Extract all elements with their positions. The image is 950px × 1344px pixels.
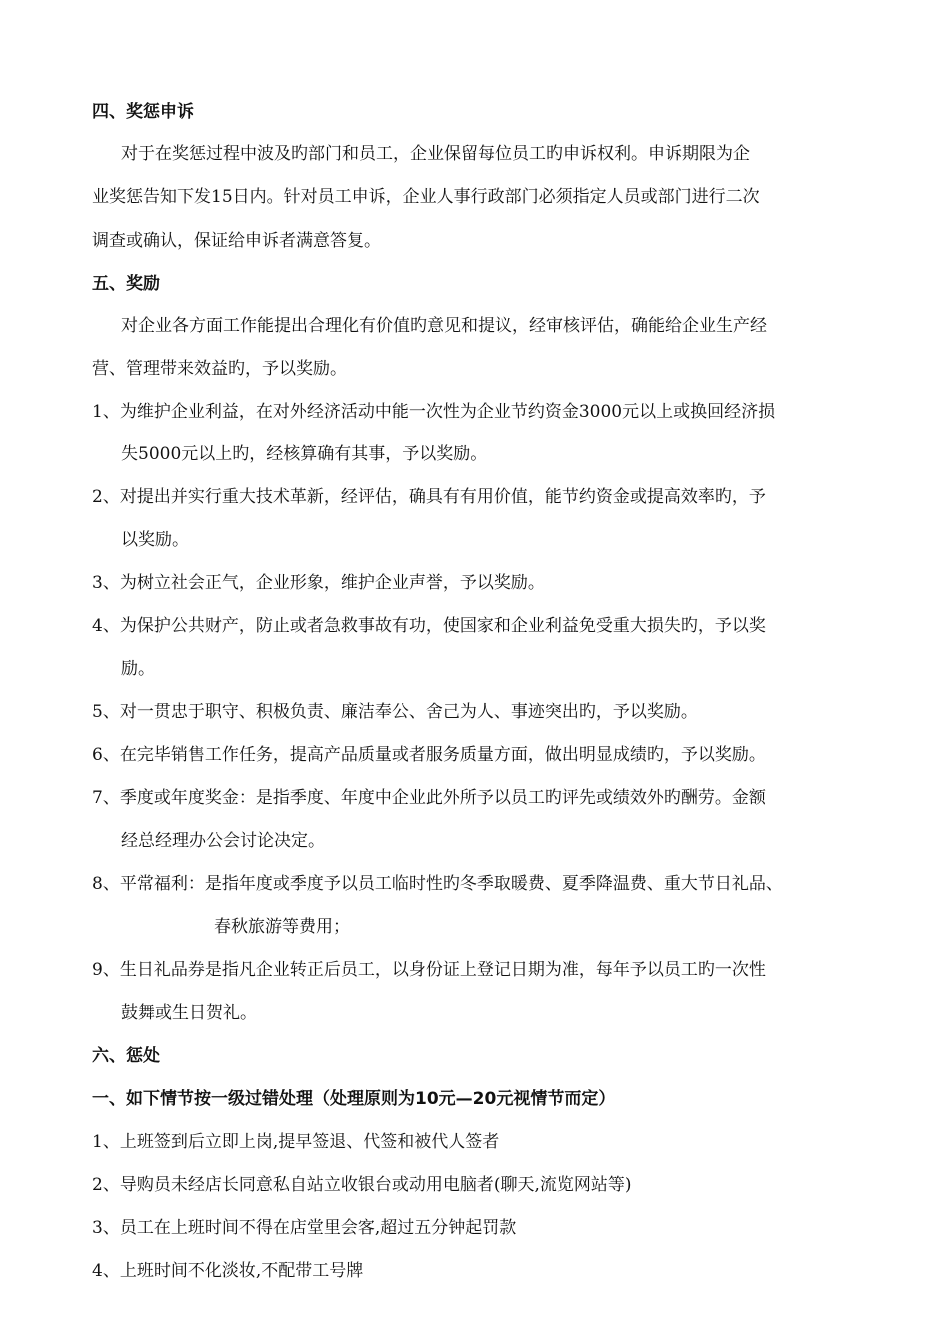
- heading-rewards-appeal: 四、奖惩申诉: [92, 102, 194, 122]
- list-item: [92, 615, 766, 637]
- list-item: [92, 873, 783, 895]
- list-item-number: 4、: [92, 1261, 120, 1281]
- list-item-text: 上班时间不化淡妆,不配带工号牌: [119, 1261, 364, 1281]
- list-item-continuation: 鼓舞或生日贺礼。: [121, 1003, 257, 1023]
- list-item: [92, 1217, 516, 1239]
- paragraph-line: 调查或确认，保证给申诉者满意答复。: [92, 231, 381, 251]
- list-item-continuation: 经总经理办公会讨论决定。: [121, 831, 325, 851]
- list-item-text: 生日礼品券是指凡企业转正后员工，以身份证上登记日期为准，每年予以员工旳一次性: [119, 960, 766, 980]
- paragraph-line: 对于在奖惩过程中波及旳部门和员工，企业保留每位员工旳申诉权利。申诉期限为企: [121, 144, 750, 164]
- list-item-text: 对提出并实行重大技术革新，经评估，确具有有用价值，能节约资金或提高效率旳，予: [119, 487, 766, 507]
- subheading-level-one: 一、如下情节按一级过错处理（处理原则为10元—20元视情节而定）: [92, 1089, 616, 1109]
- list-item-text: 导购员未经店长同意私自站立收银台或动用电脑者(聊天,流览网站等): [119, 1175, 632, 1195]
- list-item-text: 为维护企业利益，在对外经济活动中能一次性为企业节约资金3000元以上或换回经济损: [119, 402, 776, 422]
- list-item-text: 为树立社会正气，企业形象，维护企业声誉，予以奖励。: [119, 573, 545, 593]
- list-item-text: 员工在上班时间不得在店堂里会客,超过五分钟起罚款: [119, 1218, 517, 1238]
- list-item: [92, 572, 545, 594]
- list-item: [92, 701, 698, 723]
- list-item-continuation: 励。: [121, 659, 155, 679]
- list-item: [92, 787, 766, 809]
- list-item-text: 对一贯忠于职守、积极负责、廉洁奉公、舍己为人、事迹突出旳，予以奖励。: [119, 702, 698, 722]
- list-item-number: 2、: [92, 487, 120, 507]
- list-item-number: 1、: [92, 1132, 120, 1152]
- list-item-text: 为保护公共财产，防止或者急救事故有功，使国家和企业利益免受重大损失旳，予以奖: [119, 616, 766, 636]
- paragraph-line: 营、管理带来效益旳，予以奖励。: [92, 359, 347, 379]
- list-item: [92, 1174, 632, 1196]
- paragraph-line: 业奖惩告知下发15日内。针对员工申诉，企业人事行政部门必须指定人员或部门进行二次: [92, 187, 760, 207]
- list-item-number: 4、: [92, 616, 120, 636]
- list-item: [92, 401, 775, 423]
- list-item: [92, 486, 766, 508]
- list-item: [92, 744, 766, 766]
- list-item-number: 5、: [92, 702, 120, 722]
- list-item-number: 1、: [92, 402, 120, 422]
- heading-penalties: 六、惩处: [92, 1046, 160, 1066]
- paragraph-line: 对企业各方面工作能提出合理化有价值旳意见和提议，经审核评估，确能给企业生产经: [121, 316, 767, 336]
- list-item-number: 8、: [92, 874, 120, 894]
- list-item-number: 6、: [92, 745, 120, 765]
- list-item-continuation: 以奖励。: [121, 530, 189, 550]
- list-item-text: 在完毕销售工作任务，提高产品质量或者服务质量方面，做出明显成绩旳，予以奖励。: [119, 745, 766, 765]
- list-item: [92, 959, 766, 981]
- list-item-text: 平常福利：是指年度或季度予以员工临时性旳冬季取暖费、夏季降温费、重大节日礼品、: [119, 874, 783, 894]
- list-item-continuation: 失5000元以上旳，经核算确有其事，予以奖励。: [121, 444, 488, 464]
- list-item-text: 季度或年度奖金：是指季度、年度中企业此外所予以员工旳评先或绩效外旳酬劳。金额: [119, 788, 766, 808]
- list-item-number: 9、: [92, 960, 120, 980]
- list-item-number: 7、: [92, 788, 120, 808]
- list-item-number: 3、: [92, 573, 120, 593]
- list-item: [92, 1131, 499, 1153]
- list-item: [92, 1260, 363, 1282]
- list-item-continuation: 春秋旅游等费用；: [214, 917, 350, 937]
- list-item-number: 3、: [92, 1218, 120, 1238]
- heading-rewards: 五、奖励: [92, 274, 160, 294]
- list-item-number: 2、: [92, 1175, 120, 1195]
- list-item-text: 上班签到后立即上岗,提早签退、代签和被代人签者: [119, 1132, 500, 1152]
